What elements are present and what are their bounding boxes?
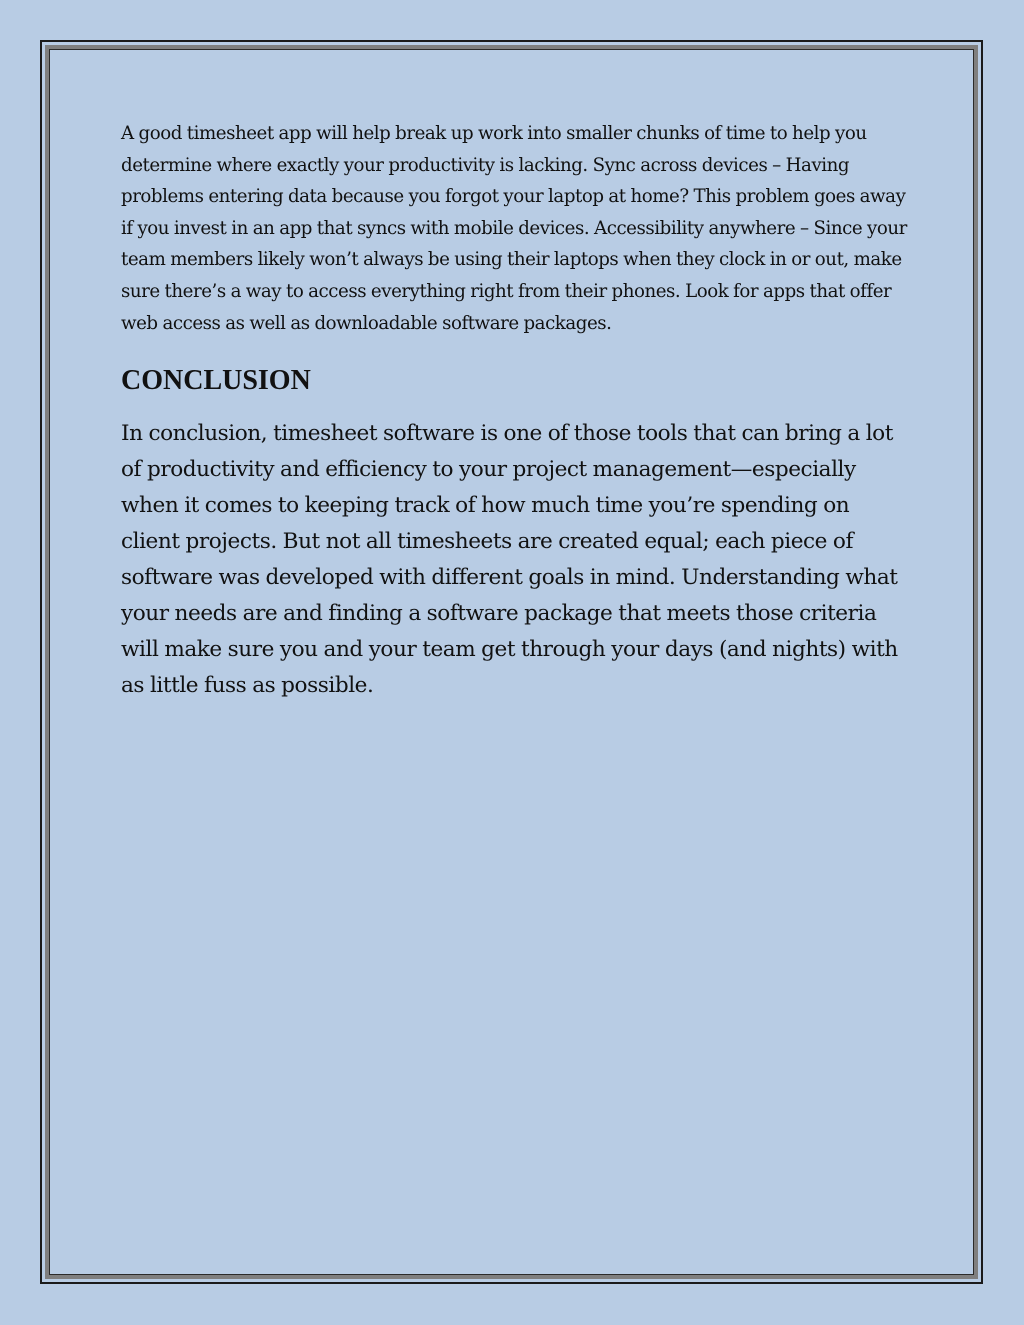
document-content (121, 118, 911, 704)
intro-paragraph: A good timesheet app will help break up work into smaller chunks of time to help you determine where exactly your productivity is lacking. Sync across devices – Having problems entering data because you forgot your laptop at home? This problem goes away if you invest in an app that syncs with mobile devices. Accessibility anywhere – Since your team members likely won’t always be using their laptops when they clock in or out, make sure there’s a way to access everything right from their phones. Look for apps that offer web access as well as downloadable software packages. (121, 123, 907, 334)
conclusion-paragraph: In conclusion, timesheet software is one of those tools that can bring a lot of productivity and efficiency to your project management—especially when it comes to keeping track of how much time you’re spending on client projects. But not all timesheets are created equal; each piece of software was developed with different goals in mind. Understanding what your needs are and finding a software package that meets those criteria will make sure you and your team get through your days (and nights) with as little fuss as possible. (121, 421, 898, 699)
conclusion-heading: CONCLUSION (121, 365, 311, 397)
